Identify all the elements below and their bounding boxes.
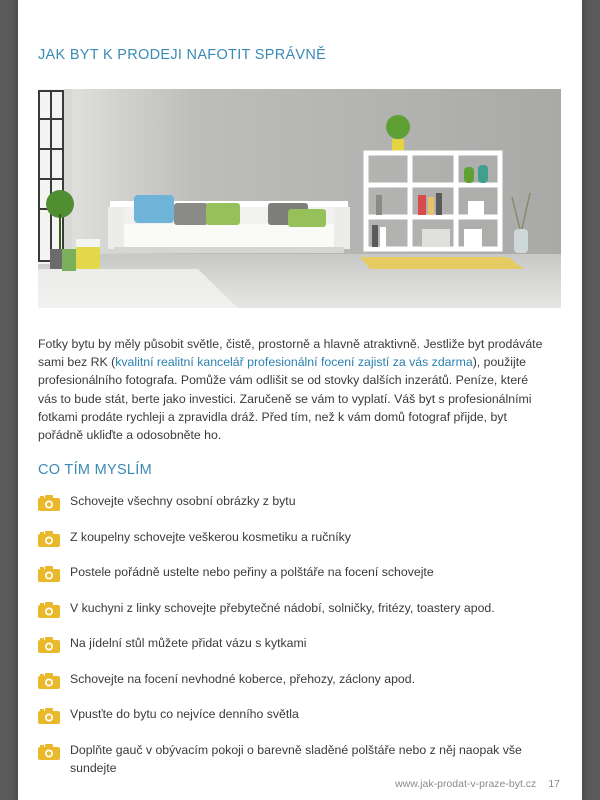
list-item xyxy=(38,563,558,581)
camera-icon xyxy=(38,495,60,511)
paragraph-text: Fotky bytu by měly působit světle, čistě, prostorně a hlavně atraktivně. Jestliže byt prodáváte sami bez RK ( xyxy=(38,337,543,370)
list-item xyxy=(38,741,558,777)
list-item-text: V kuchyni z linky schovejte přebytečné nádobí, solničky, fritézy, toastery apod. xyxy=(70,601,495,615)
camera-icon xyxy=(38,744,60,760)
camera-icon xyxy=(38,708,60,724)
section-heading: JAK BYT K PRODEJI NAFOTIT SPRÁVNĚ xyxy=(38,47,327,63)
list-item-text: Schovejte všechny osobní obrázky z bytu xyxy=(70,494,296,508)
list-item-text: Vpusťte do bytu co nejvíce denního světla xyxy=(70,707,299,721)
camera-icon xyxy=(38,673,60,689)
page-footer xyxy=(395,778,560,790)
document-page xyxy=(18,0,582,800)
paragraph-text: ), použijte profesionálního fotografa. Pomůže vám odlišit se od stovky dalších inzerátů. Peníze, které vás to bude stát, berte jako investici. Zaručeně se vám to vyplatí. Váš byt s profesionálními fotkami prodáte rychleji a zpravidla dráž. Před tím, než k vám domů fotograf přijde, byt pořádně ukliďte a odosobněte ho. xyxy=(38,355,532,443)
list-item-text: Postele pořádně ustelte nebo peřiny a polštáře na focení schovejte xyxy=(70,565,434,579)
list-item xyxy=(38,634,558,652)
list-item xyxy=(38,670,558,688)
list-item-text: Schovejte na focení nevhodné koberce, přehozy, záclony apod. xyxy=(70,672,415,686)
intro-paragraph xyxy=(38,335,548,444)
list-item-text: Z koupelny schovejte veškerou kosmetiku a ručníky xyxy=(70,530,351,544)
list-item-text: Na jídelní stůl můžete přidat vázu s kytkami xyxy=(70,636,307,650)
camera-icon xyxy=(38,566,60,582)
camera-icon xyxy=(38,531,60,547)
list-item xyxy=(38,599,558,617)
list-item xyxy=(38,705,558,723)
camera-icon xyxy=(38,637,60,653)
section-heading-tips: CO TÍM MYSLÍM xyxy=(38,462,153,478)
agency-link[interactable]: kvalitní realitní kancelář profesionální focení zajistí za vás zdarma xyxy=(115,355,473,370)
list-item-text: Doplňte gauč v obývacím pokoji o barevně sladěné polštáře nebo z něj naopak vše sundejte xyxy=(70,743,522,775)
living-room-photo xyxy=(38,89,561,308)
footer-url: www.jak-prodat-v-praze-byt.cz xyxy=(395,778,537,790)
camera-icon xyxy=(38,602,60,618)
list-item xyxy=(38,528,558,546)
page-number: 17 xyxy=(548,778,560,790)
list-item xyxy=(38,492,558,510)
